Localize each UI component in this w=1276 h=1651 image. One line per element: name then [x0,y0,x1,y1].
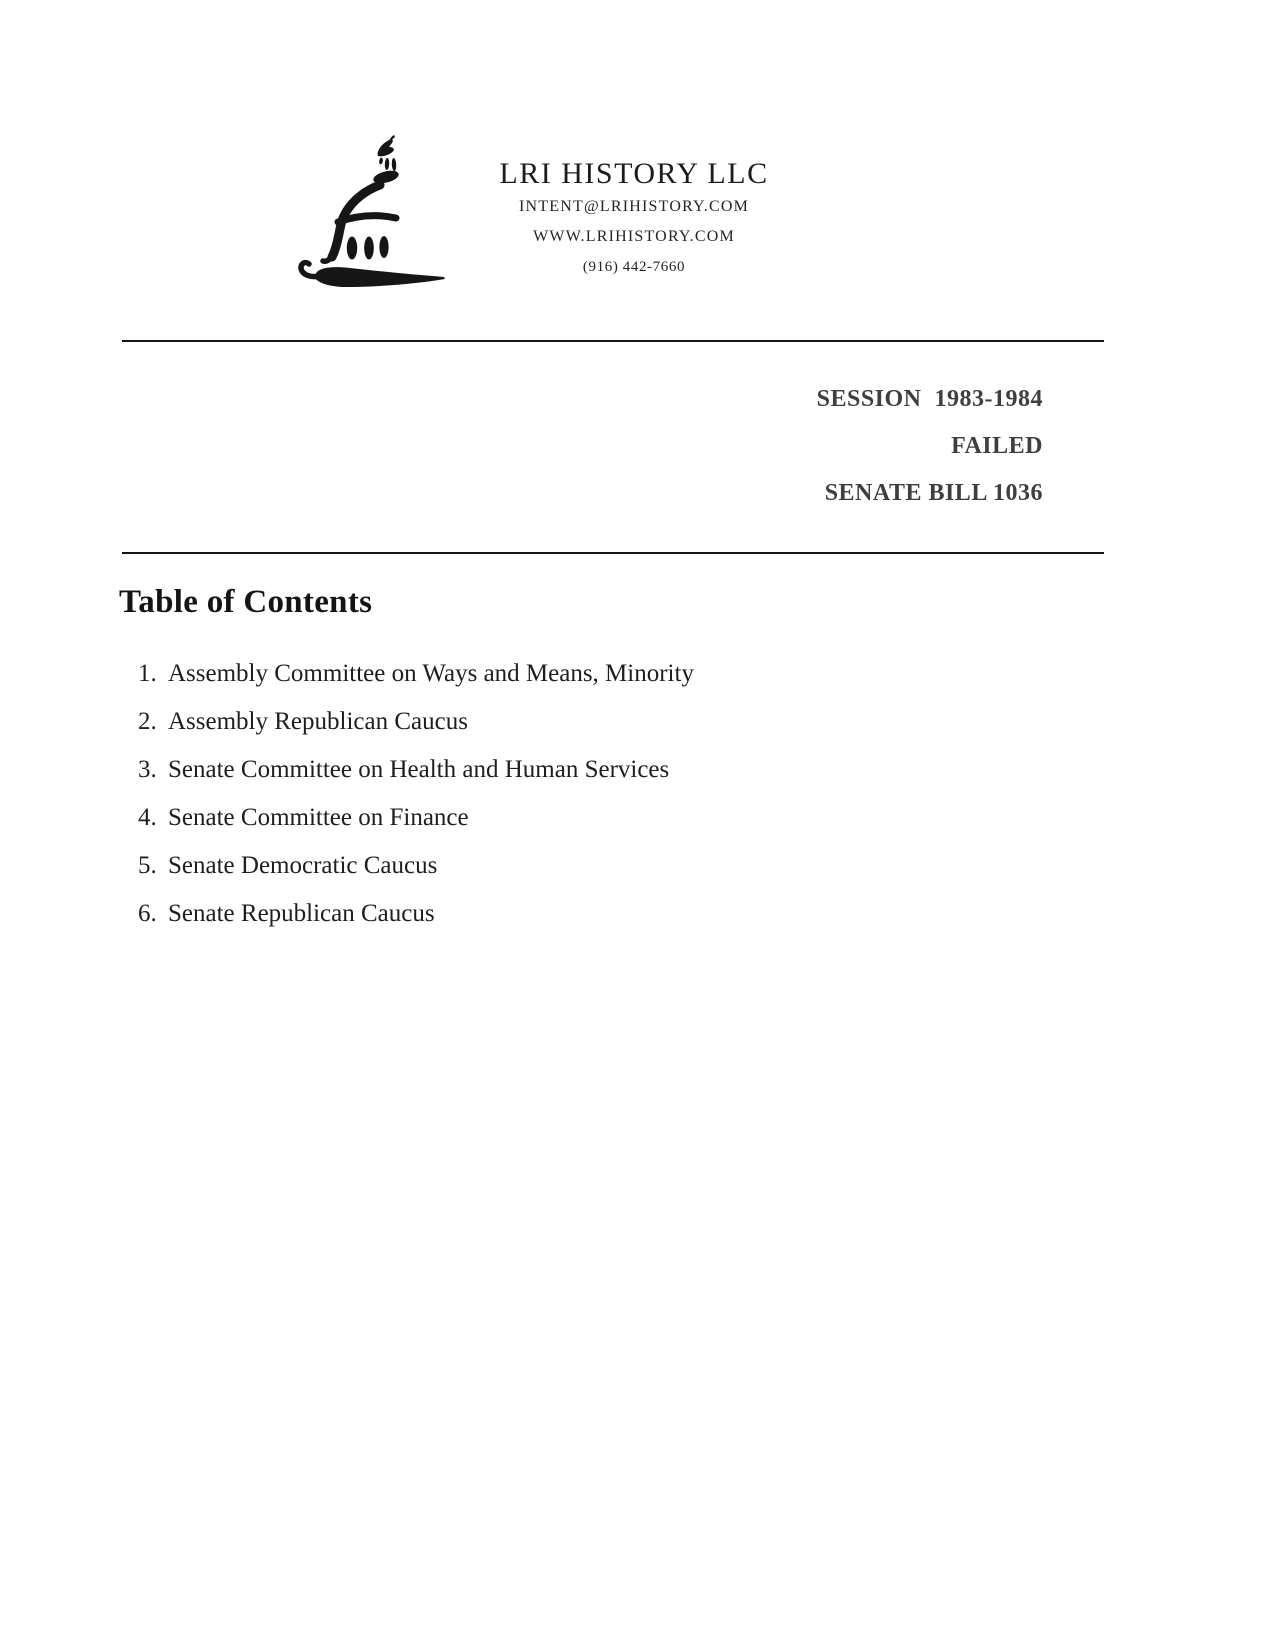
toc-item [138,794,694,842]
toc-item-number: 2. [138,708,157,735]
toc-item [138,746,694,794]
letterhead [466,156,802,283]
toc-list [138,650,694,938]
contact-email: INTENT@LRIHISTORY.COM [518,198,750,215]
toc-item-label: Senate Democratic Caucus [168,852,438,879]
toc-item [138,842,694,890]
toc-item-label: Senate Republican Caucus [168,900,435,927]
divider-bottom [122,552,1104,554]
contact-phone: (916) 442-7660 [582,259,686,275]
toc-item-number: 4. [138,804,157,831]
toc-item [138,698,694,746]
toc-item-number: 3. [138,756,157,783]
toc-item-number: 1. [138,660,157,687]
toc-heading: Table of Contents [119,584,373,620]
capitol-dome-icon [286,116,456,301]
bill-label: SENATE BILL 1036 [824,480,1043,506]
toc-item-number: 6. [138,900,157,927]
company-name: LRI HISTORY LLC [499,157,769,190]
toc-item-label: Senate Committee on Health and Human Services [168,756,670,783]
divider-top [122,340,1104,342]
toc-item-label: Assembly Committee on Ways and Means, Minority [168,660,694,687]
toc-item [138,890,694,938]
toc-item-label: Assembly Republican Caucus [168,708,468,735]
toc-item-number: 5. [138,852,157,879]
session-block [817,376,1043,517]
toc-item-label: Senate Committee on Finance [168,804,469,831]
session-label: SESSION 1983-1984 [816,386,1043,412]
contact-website: WWW.LRIHISTORY.COM [533,228,735,245]
toc-item [138,650,694,698]
status-label: FAILED [951,433,1043,459]
